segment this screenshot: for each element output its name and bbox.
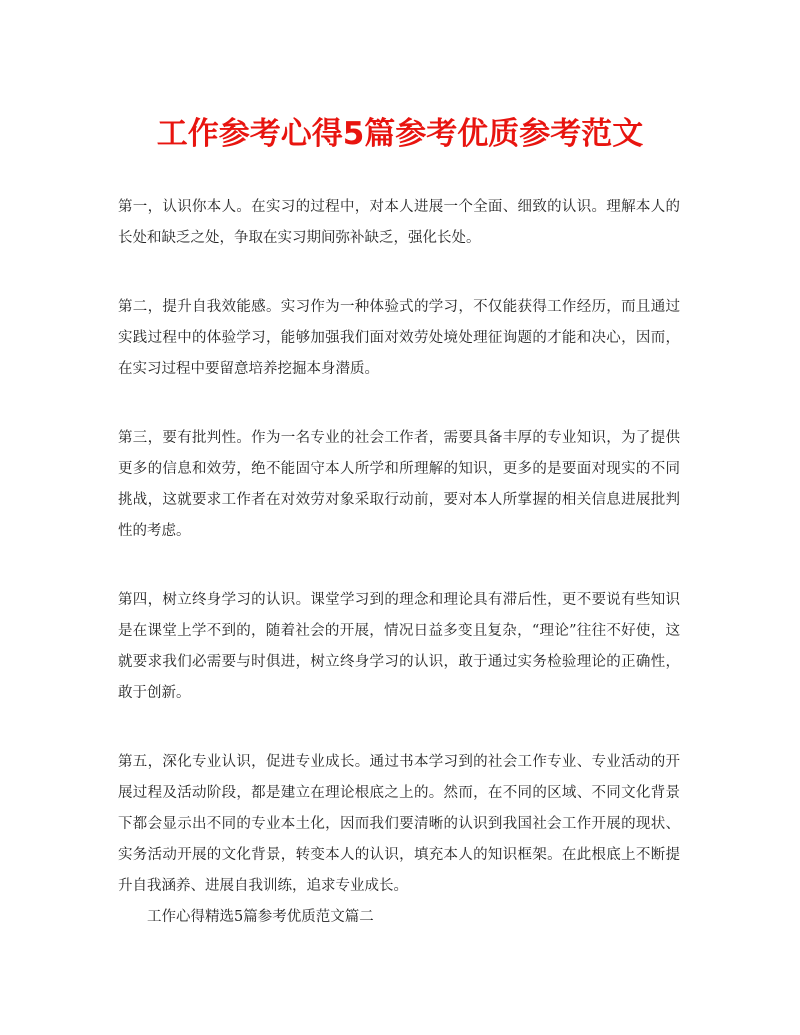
paragraph-2: 第二，提升自我效能感。实习作为一种体验式的学习，不仅能获得工作经历，而且通过实践过程中的体验学习，能够加强我们面对效劳处境处理征询题的才能和决心，因而，在实习过程中要留意培养挖掘本身潜质。 bbox=[118, 299, 680, 377]
paragraph-5: 第五，深化专业认识，促进专业成长。通过书本学习到的社会工作专业、专业活动的开展过程及活动阶段，都是建立在理论根底之上的。然而，在不同的区域、不同文化背景下都会显示出不同的专业本土化，因而我们要清晰的认识到我国社会工作开展的现状、实务活动开展的文化背景，转变本人的认识，填充本人的知识框架。在此根底上不断提升自我涵养、进展自我训练，追求专业成长。 bbox=[118, 754, 680, 894]
paragraph-3: 第三，要有批判性。作为一名专业的社会工作者，需要具备丰厚的专业知识，为了提供更多的信息和效劳，绝不能固守本人所学和所理解的知识，更多的是要面对现实的不同挑战，这就要求工作者在对效劳对象采取行动前，要对本人所掌握的相关信息进展批判性的考虑。 bbox=[118, 430, 680, 539]
paragraph-1: 第一，认识你本人。在实习的过程中，对本人进展一个全面、细致的认识。理解本人的长处和缺乏之处，争取在实习期间弥补缺乏，强化长处。 bbox=[118, 199, 680, 246]
document-title: 工作参考心得5篇参考优质参考范文 bbox=[156, 116, 644, 152]
paragraph-4: 第四，树立终身学习的认识。课堂学习到的理念和理论具有滞后性，更不要说有些知识是在课堂上学不到的，随着社会的开展，情况日益多变且复杂，“理论”往往不好使，这就要求我们必需要与时俱进，树立终身学习的认识，敢于通过实务检验理论的正确性，敢于创新。 bbox=[118, 592, 680, 701]
document-body bbox=[118, 192, 680, 933]
section-subheading: 工作心得精选5篇参考优质范文篇二 bbox=[147, 909, 374, 925]
